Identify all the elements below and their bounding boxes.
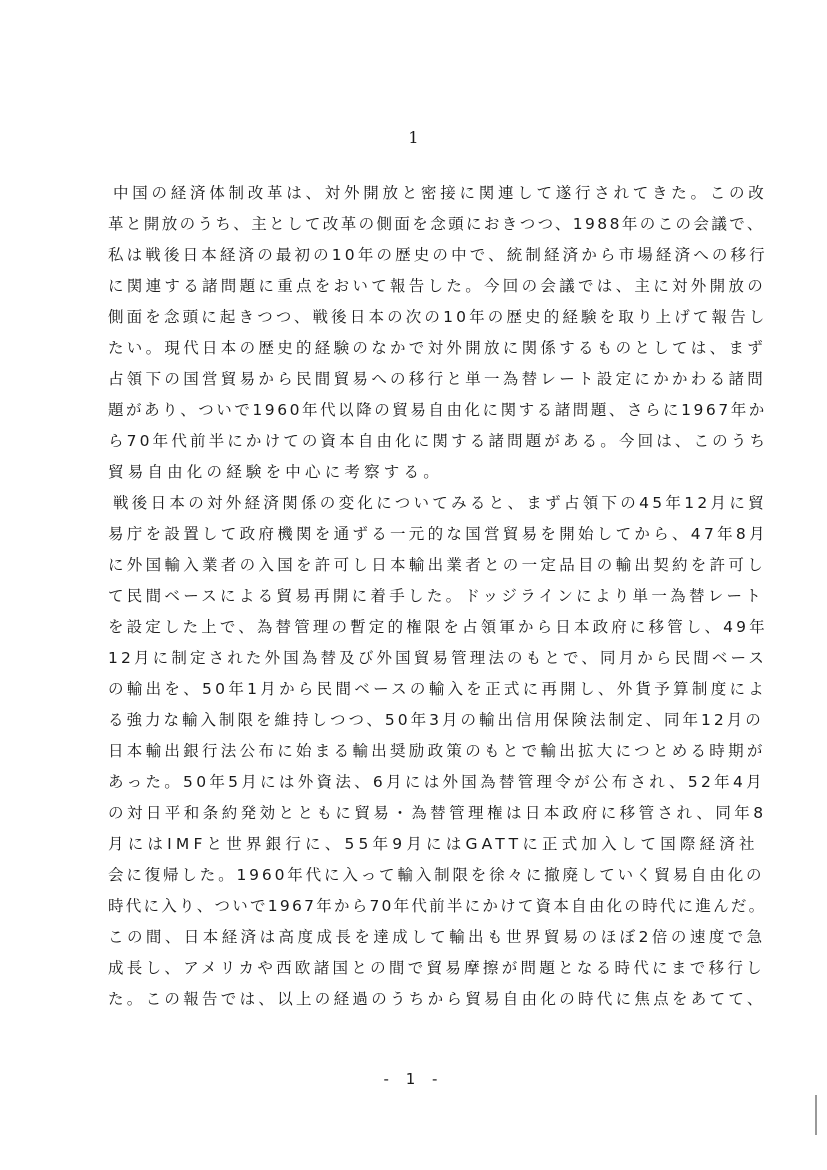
paragraph-2 [108, 488, 768, 1015]
text-line: の対日平和条約発効とともに貿易・為替管理権は日本政府に移管され、同年8 [108, 804, 767, 822]
text-line: ら70年代前半にかけての資本自由化に関する諸問題がある。今回は、このうち [108, 432, 769, 450]
text-line: 中国の経済体制改革は、対外開放と密接に関連して遂行されてきた。この改 [113, 184, 768, 202]
text-line: 月にはIMFと世界銀行に、55年9月にはGATTに正式加入して国際経済社 [108, 835, 759, 853]
text-line: この間、日本経済は高度成長を達成して輸出も世界貿易のほぼ2倍の速度で急 [108, 928, 766, 946]
text-line: に外国輸入業者の入国を許可し日本輸出業者との一定品目の輸出契約を許可し [108, 556, 767, 574]
scan-edge-mark [815, 1095, 817, 1135]
text-line: たい。現代日本の歴史的経験のなかで対外開放に関係するものとしては、まず [108, 339, 767, 357]
text-line: 時代に入り、ついで1967年から70年代前半にかけて資本自由化の時代に進んだ。 [108, 897, 767, 915]
text-line: 私は戦後日本経済の最初の10年の歴史の中で、統制経済から市場経済への移行 [108, 246, 768, 264]
text-line: た。この報告では、以上の経過のうちから貿易自由化の時代に焦点をあてて、 [108, 990, 766, 1008]
text-line: 成長し、アメリカや西欧諸国との間で貿易摩擦が問題となる時代にまで移行し [108, 959, 765, 977]
text-line: の輸出を、50年1月から民間ベースの輸入を正式に再開し、外貨予算制度によ [108, 680, 768, 698]
text-line: て民間ベースによる貿易再開に着手した。ドッジラインにより単一為替レート [108, 587, 765, 605]
text-line: 戦後日本の対外経済関係の変化についてみると、まず占領下の45年12月に貿 [113, 494, 767, 512]
text-line: あった。50年5月には外資法、6月には外国為替管理令が公布され、52年4月 [108, 773, 765, 791]
text-line: る強力な輸入制限を維持しつつ、50年3月の輸出信用保険法制定、同年12月の [108, 711, 764, 729]
page-number-top: 1 [408, 128, 419, 147]
body-text [108, 178, 768, 1015]
text-line: 側面を念頭に起きつつ、戦後日本の次の10年の歴史的経験を取り上げて報告し [108, 308, 768, 326]
paragraph-1 [108, 178, 768, 488]
text-line: 12月に制定された外国為替及び外国貿易管理法のもとで、同月から民間ベース [108, 649, 768, 667]
text-line: 題があり、ついで1960年代以降の貿易自由化に関する諸問題、さらに1967年か [108, 401, 767, 419]
text-line: に関連する諸問題に重点をおいて報告した。今回の会議では、主に対外開放の [108, 277, 767, 295]
text-line: 貿易自由化の経験を中心に考察する。 [108, 463, 443, 481]
text-line: 日本輸出銀行法公布に始まる輸出奨励政策のもとで輸出拡大につとめる時期が [108, 742, 766, 760]
text-line: 革と開放のうち、主として改革の側面を念頭におきつつ、1988年のこの会議で、 [108, 215, 765, 233]
text-line: 易庁を設置して政府機関を通ずる一元的な国営貿易を開始してから、47年8月 [108, 525, 768, 543]
text-line: を設定した上で、為替管理の暫定的権限を占領軍から日本政府に移管し、49年 [108, 618, 768, 636]
text-line: 占領下の国営貿易から民間貿易への移行と単一為替レート設定にかかわる諸問 [108, 370, 767, 388]
page-footer-number: - 1 - [383, 1070, 444, 1088]
text-line: 会に復帰した。1960年代に入って輸入制限を徐々に撤廃していく貿易自由化の [108, 866, 765, 884]
